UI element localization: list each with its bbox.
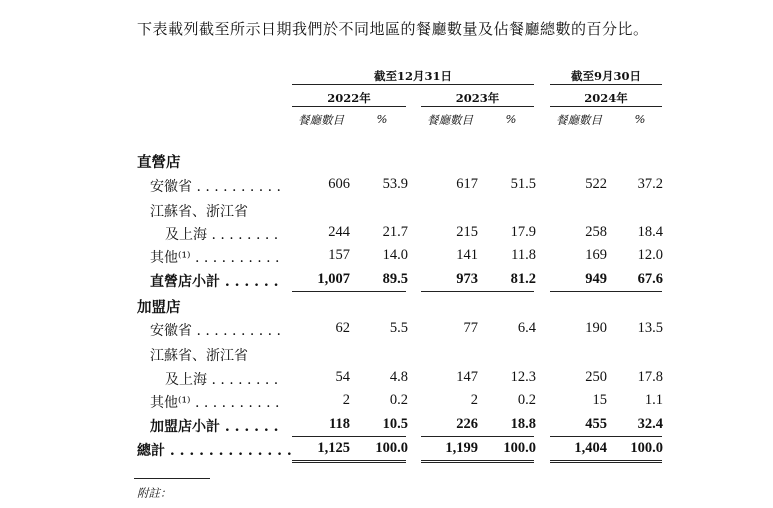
header-year-2023: 2023年 [455, 91, 500, 105]
header-group-december: 截至12月31日 [373, 69, 452, 83]
table-row-total [0, 440, 773, 462]
cell-value: 6.4 [517, 320, 536, 336]
cell-value: 141 [456, 247, 478, 263]
cell-value: 617 [456, 176, 478, 192]
cell-value: 62 [335, 320, 350, 336]
cell-value: 455 [585, 416, 607, 432]
table-row-subtotal [0, 416, 773, 438]
subtotal-rule [421, 291, 534, 292]
row-label: 安徽省 . . . . . . . . . . [150, 179, 282, 195]
cell-value: 67.6 [637, 271, 663, 287]
table-row [0, 392, 773, 414]
subtotal-rule [550, 436, 662, 437]
table-row-subtotal [0, 271, 773, 293]
cell-value: 606 [328, 176, 350, 192]
cell-value: 17.8 [637, 369, 663, 385]
cell-value: 244 [328, 224, 350, 240]
cell-value: 32.4 [637, 416, 663, 432]
cell-value: 100.0 [630, 440, 663, 456]
table-row [0, 176, 773, 198]
subheader-pct-2024: % [634, 112, 646, 126]
subheader-count-2023: 餐廳數目 [427, 113, 473, 127]
row-label: 及上海 . . . . . . . . [165, 372, 279, 388]
cell-value: 11.8 [511, 247, 536, 263]
cell-value: 226 [456, 416, 478, 432]
cell-value: 169 [585, 247, 607, 263]
cell-value: 250 [585, 369, 607, 385]
total-rule [292, 460, 406, 463]
cell-value: 18.8 [510, 416, 536, 432]
cell-value: 157 [328, 247, 350, 263]
header-year-rule-1 [292, 106, 406, 107]
header-group-rule-1 [292, 84, 534, 85]
cell-value: 147 [456, 369, 478, 385]
cell-value: 17.9 [510, 224, 536, 240]
table-row [0, 369, 773, 391]
cell-value: 21.7 [382, 224, 408, 240]
table-row [0, 247, 773, 269]
cell-value: 89.5 [382, 271, 408, 287]
row-label: 總計 . . . . . . . . . . . . . [137, 443, 292, 459]
cell-value: 2 [470, 392, 478, 408]
row-label: 及上海 . . . . . . . . [165, 227, 279, 243]
cell-value: 100.0 [503, 440, 536, 456]
header-group-rule-2 [550, 84, 662, 85]
cell-value: 522 [585, 176, 607, 192]
cell-value: 37.2 [637, 176, 663, 192]
header-year-2024: 2024年 [584, 91, 628, 105]
total-rule [421, 460, 534, 463]
row-label: 加盟店小計 . . . . . . [150, 419, 279, 435]
cell-value: 1,007 [317, 271, 350, 287]
cell-value: 12.0 [637, 247, 663, 263]
cell-value: 5.5 [389, 320, 408, 336]
row-label-line1: 江蘇省、浙江省 [150, 204, 248, 220]
subtotal-rule [550, 291, 662, 292]
cell-value: 1.1 [644, 392, 663, 408]
cell-value: 258 [585, 224, 607, 240]
cell-value: 973 [456, 271, 478, 287]
subheader-pct-2023: % [505, 112, 517, 126]
cell-value: 53.9 [382, 176, 408, 192]
cell-value: 118 [329, 416, 350, 432]
section-franchise-stores: 加盟店 [137, 299, 181, 316]
cell-value: 1,404 [574, 440, 607, 456]
cell-value: 4.8 [389, 369, 408, 385]
subheader-count-2024: 餐廳數目 [556, 113, 602, 127]
subtotal-rule [292, 436, 406, 437]
table-row [0, 224, 773, 246]
cell-value: 1,199 [445, 440, 478, 456]
cell-value: 54 [335, 369, 350, 385]
cell-value: 18.4 [637, 224, 663, 240]
header-year-rule-2 [421, 106, 534, 107]
subtotal-rule [421, 436, 534, 437]
row-label: 其他⁽¹⁾ . . . . . . . . . . [150, 395, 280, 411]
cell-value: 0.2 [517, 392, 536, 408]
cell-value: 13.5 [637, 320, 663, 336]
row-label: 直營店小計 . . . . . . [150, 274, 279, 290]
cell-value: 14.0 [382, 247, 408, 263]
cell-value: 12.3 [510, 369, 536, 385]
total-rule [550, 460, 662, 463]
intro-text: 下表載列截至所示日期我們於不同地區的餐廳數量及佔餐廳總數的百分比。 [137, 20, 649, 38]
subheader-count-2022: 餐廳數目 [298, 113, 344, 127]
section-direct-stores: 直營店 [137, 154, 181, 171]
cell-value: 1,125 [317, 440, 350, 456]
cell-value: 77 [463, 320, 478, 336]
row-label: 其他⁽¹⁾ . . . . . . . . . . [150, 250, 280, 266]
table-row [0, 320, 773, 342]
cell-value: 51.5 [510, 176, 536, 192]
row-label: 安徽省 . . . . . . . . . . [150, 323, 282, 339]
footnote-label: 附註： [137, 486, 172, 500]
cell-value: 2 [342, 392, 350, 408]
cell-value: 100.0 [375, 440, 408, 456]
row-label-line1: 江蘇省、浙江省 [150, 348, 248, 364]
cell-value: 15 [592, 392, 607, 408]
subtotal-rule [292, 291, 406, 292]
cell-value: 949 [585, 271, 607, 287]
cell-value: 190 [585, 320, 607, 336]
cell-value: 0.2 [389, 392, 408, 408]
footnote-rule [134, 478, 210, 479]
header-group-september: 截至9月30日 [570, 69, 641, 83]
cell-value: 10.5 [382, 416, 408, 432]
cell-value: 81.2 [510, 271, 536, 287]
subheader-pct-2022: % [376, 112, 388, 126]
header-year-2022: 2022年 [327, 91, 371, 105]
header-year-rule-3 [550, 106, 662, 107]
cell-value: 215 [456, 224, 478, 240]
